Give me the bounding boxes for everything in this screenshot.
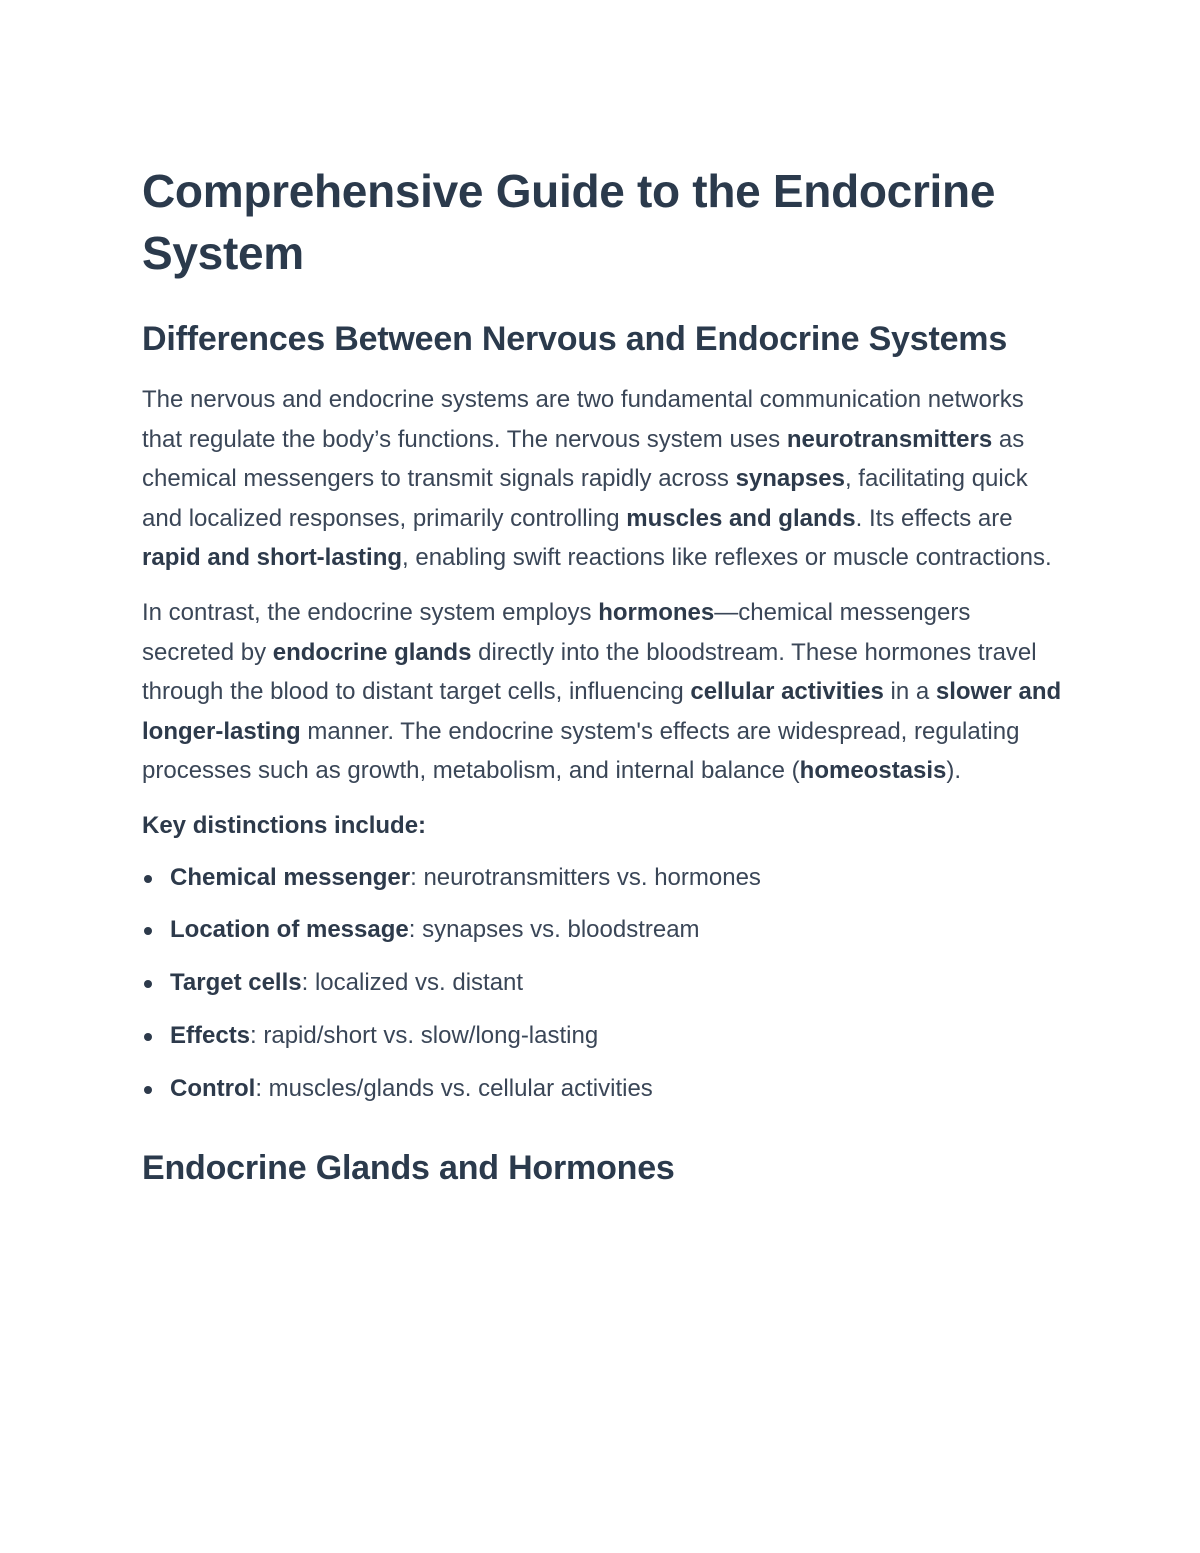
text-run: as chemical messengers to transmit signals rapidly across [142,425,1025,493]
text-run: ). [946,757,962,785]
text-run: directly into the bloodstream. These hormones travel through the blood to distant target cells, influencing [142,638,1037,706]
bold-term: homeostasis [799,757,947,785]
list-item [142,963,1062,1003]
page-title: Comprehensive Guide to the Endocrine System [142,165,996,279]
list-item-label: Chemical messenger [170,863,411,891]
text-run: , facilitating quick and localized responses, primarily controlling [142,465,1028,532]
bold-term: slower and longer-lasting [142,678,1062,745]
text-run: The nervous and endocrine systems are two fundamental communication networks that regulate the body’s functions. The nervous system uses [142,386,1024,453]
bullet-icon [144,1086,152,1094]
bullet-icon [144,927,152,935]
list-item-text: : muscles/glands vs. cellular activities [255,1075,653,1103]
section-heading-differences: Differences Between Nervous and Endocrine Systems [142,320,1008,358]
bullet-icon [144,875,152,883]
section-heading-glands-hormones: Endocrine Glands and Hormones [142,1148,675,1187]
list-item-text: : rapid/short vs. slow/long-lasting [250,1022,599,1050]
bold-term: endocrine glands [272,638,472,666]
text-run: manner. The endocrine system's effects are widespread, regulating processes such as growth, metabolism, and internal balance ( [142,717,1020,785]
paragraph-endocrine-system [142,593,1062,791]
bullet-icon [144,980,152,988]
text-run: . Its effects are [855,504,1013,532]
bold-term: neurotransmitters [786,425,993,453]
bullet-icon [144,1033,152,1041]
list-item [142,1016,1062,1056]
text-run: In contrast, the endocrine system employs [142,598,599,626]
text-run: in a [883,678,936,706]
bold-term: rapid and short-lasting [142,544,403,572]
document-page [142,160,1062,1197]
distinctions-list [142,858,1062,1109]
bold-term: muscles and glands [626,504,856,532]
key-distinctions-label: Key distinctions include: [142,811,427,839]
list-item-label: Target cells [170,969,302,997]
list-item-text: : synapses vs. bloodstream [408,916,700,944]
bold-term: synapses [735,465,845,493]
text-run: , enabling swift reactions like reflexes or muscle contractions. [402,544,1052,572]
bold-term: hormones [598,598,715,626]
text-run: —chemical messengers secreted by [142,598,971,666]
list-item-label: Effects [170,1022,251,1050]
list-item-text: : localized vs. distant [301,969,524,997]
list-item [142,858,1062,898]
list-item-label: Location of message [170,916,409,944]
bold-term: cellular activities [690,678,884,706]
list-item-text: : neurotransmitters vs. hormones [410,863,761,891]
paragraph-nervous-system [142,380,1062,578]
list-item [142,1069,1062,1109]
list-item-label: Control [170,1075,256,1103]
list-item [142,910,1062,950]
